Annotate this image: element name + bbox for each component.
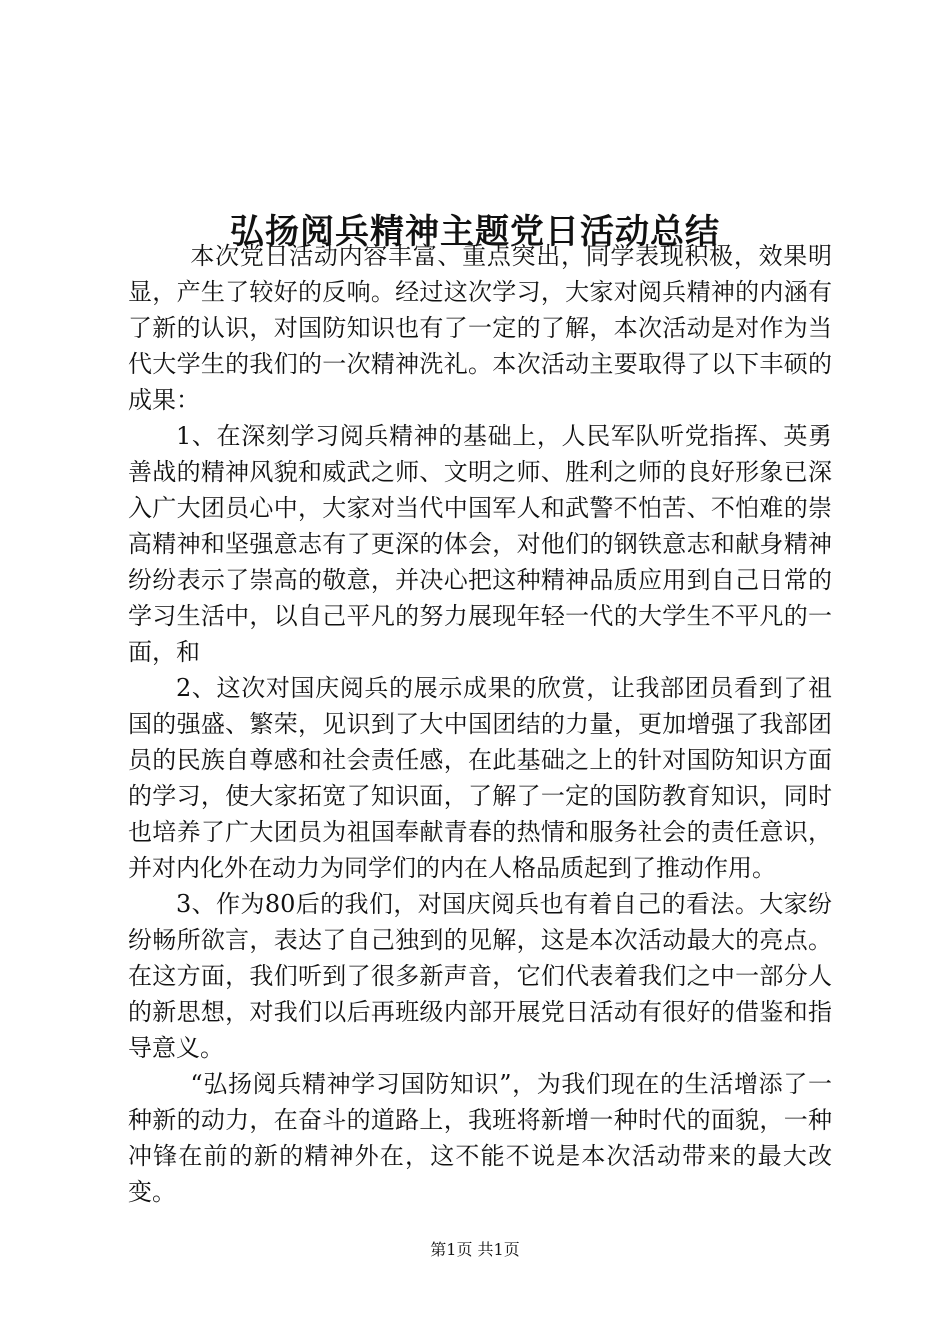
paragraph-intro: 本次党日活动内容丰富、重点突出，同学表现积极，效果明显，产生了较好的反响。经过这次学习，大家对阅兵精神的内涵有了新的认识，对国防知识也有了一定的了解，本次活动是对作为当代大学生的我们的一次精神洗礼。本次活动主要取得了以下丰硕的成果： — [128, 242, 832, 414]
paragraph-point-2: 2、这次对国庆阅兵的展示成果的欣赏，让我部团员看到了祖国的强盛、繁荣，见识到了大中国团结的力量，更加增强了我部团员的民族自尊感和社会责任感，在此基础之上的针对国防知识方面的学习，使大家拓宽了知识面，了解了一定的国防教育知识，同时也培养了广大团员为祖国奉献青春的热情和服务社会的责任意识，并对内化外在动力为同学们的内在人格品质起到了推动作用。 — [128, 674, 832, 882]
page-number-footer: 第1页 共1页 — [430, 1240, 520, 1259]
paragraph-point-3: 3、作为80后的我们，对国庆阅兵也有着自己的看法。大家纷纷畅所欲言，表达了自己独到的见解，这是本次活动最大的亮点。在这方面，我们听到了很多新声音，它们代表着我们之中一部分人的新思想，对我们以后再班级内部开展党日活动有很好的借鉴和指导意义。 — [128, 890, 832, 1062]
paragraph-point-1: 1、在深刻学习阅兵精神的基础上，人民军队听党指挥、英勇善战的精神风貌和威武之师、文明之师、胜利之师的良好形象已深入广大团员心中，大家对当代中国军人和武警不怕苦、不怕难的崇高精神和坚强意志有了更深的体会，对他们的钢铁意志和献身精神纷纷表示了崇高的敬意，并决心把这种精神品质应用到自己日常的学习生活中，以自己平凡的努力展现年轻一代的大学生不平凡的一面，和 — [128, 422, 832, 666]
document-body — [128, 238, 832, 1210]
document-title: 弘扬阅兵精神主题党日活动总结 — [230, 211, 720, 252]
paragraph-conclusion: “弘扬阅兵精神学习国防知识”，为我们现在的生活增添了一种新的动力，在奋斗的道路上，我班将新增一种时代的面貌，一种冲锋在前的新的精神外在，这不能不说是本次活动带来的最大改变。 — [128, 1070, 832, 1206]
